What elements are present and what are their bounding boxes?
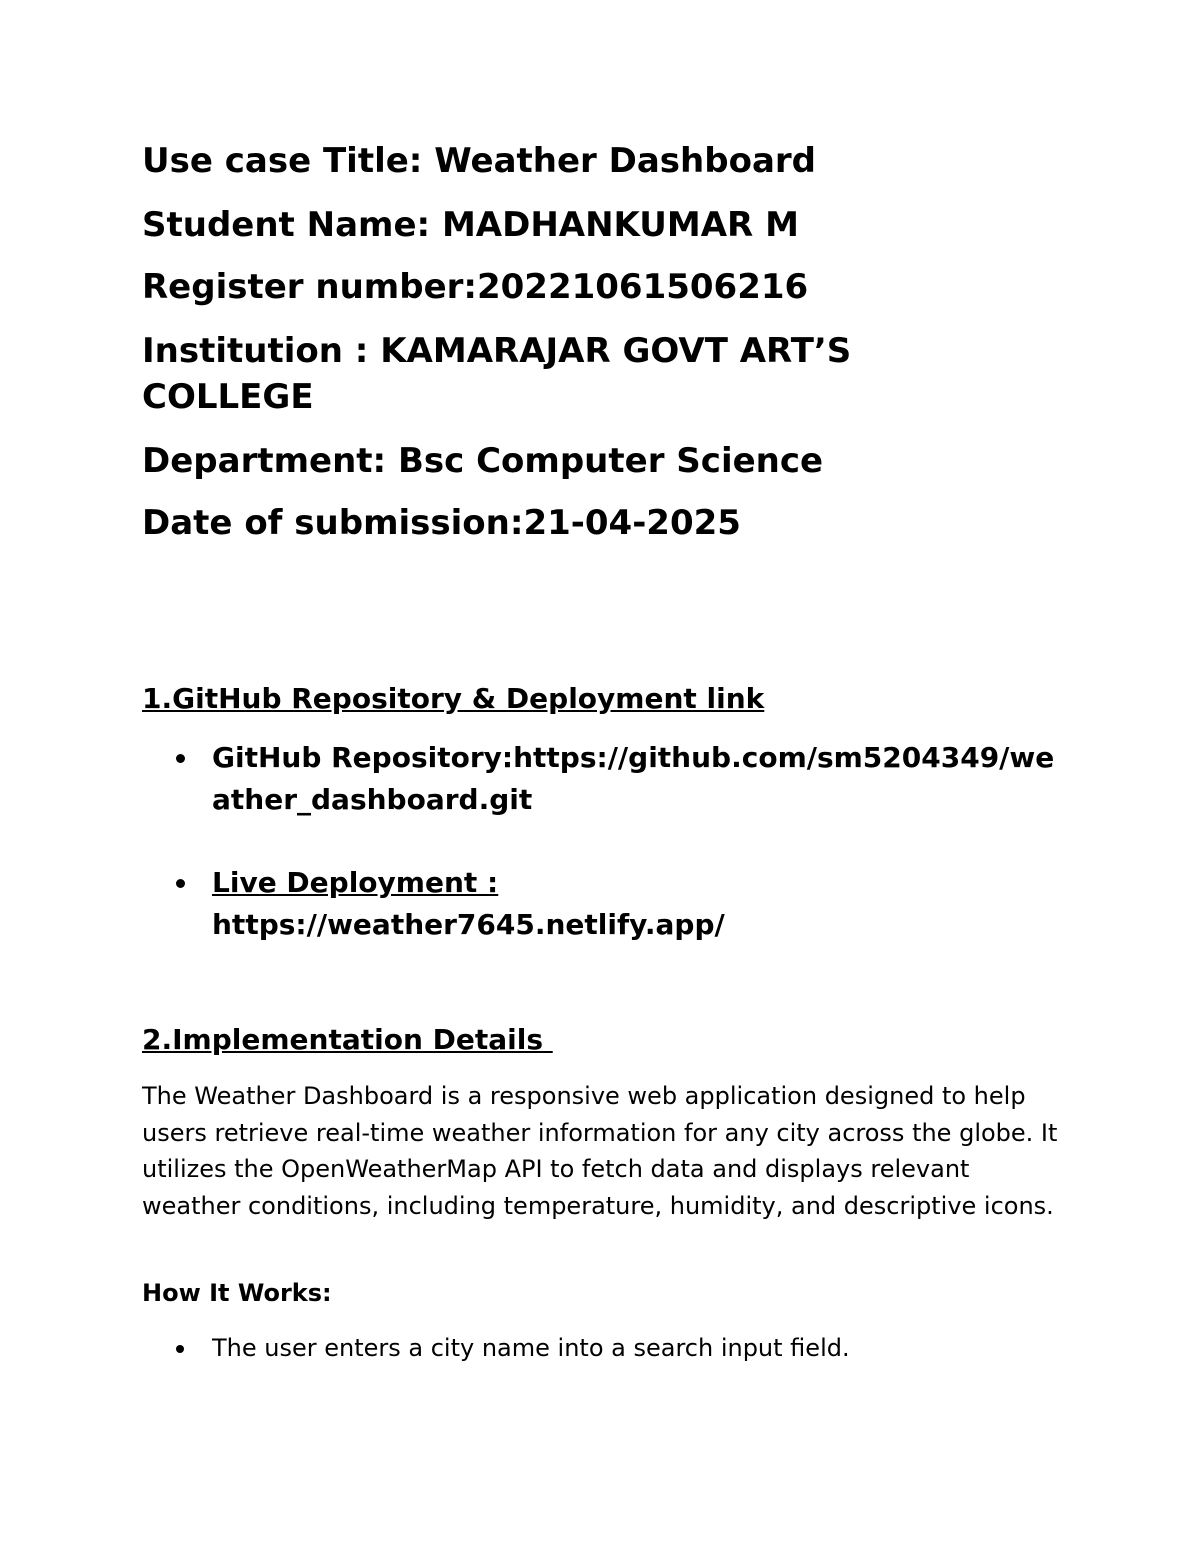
institution: Institution : KAMARAJAR GOVT ART’S COLLEGE — [142, 331, 852, 417]
list-item-live-deployment[interactable] — [212, 862, 1072, 946]
bullet-icon — [176, 1345, 184, 1353]
usecase-title: Use case Title: Weather Dashboard — [142, 141, 816, 181]
step-text: The user enters a city name into a search input field. — [212, 1334, 850, 1362]
implementation-paragraph: The Weather Dashboard is a responsive web application designed to help users retrieve real-time weather information for any city across the globe. It utilizes the OpenWeatherMap API to fetch data and displays relevant weather conditions, including temperature, humidity, and descriptive icons. — [142, 1082, 1058, 1220]
student-name: Student Name: MADHANKUMAR M — [142, 205, 799, 245]
list-item-github-repo[interactable] — [212, 737, 1072, 821]
department: Department: Bsc Computer Science — [142, 441, 824, 481]
submission-date: Date of submission:21-04-2025 — [142, 503, 741, 543]
how-it-works-heading: How It Works: — [142, 1279, 332, 1307]
bullet-icon — [176, 879, 185, 888]
live-deployment-link[interactable]: https://weather7645.netlify.app/ — [212, 908, 725, 941]
register-number: Register number:20221061506216 — [142, 267, 809, 307]
github-repo-text[interactable]: GitHub Repository:https://github.com/sm5204349/weather_dashboard.git — [212, 741, 1055, 816]
live-deployment-label: Live Deployment : — [212, 866, 499, 899]
list-item — [212, 1332, 850, 1364]
bullet-icon — [176, 754, 185, 763]
section-heading-implementation: 2.Implementation Details — [142, 1023, 553, 1056]
section-heading-github: 1.GitHub Repository & Deployment link — [142, 682, 765, 715]
